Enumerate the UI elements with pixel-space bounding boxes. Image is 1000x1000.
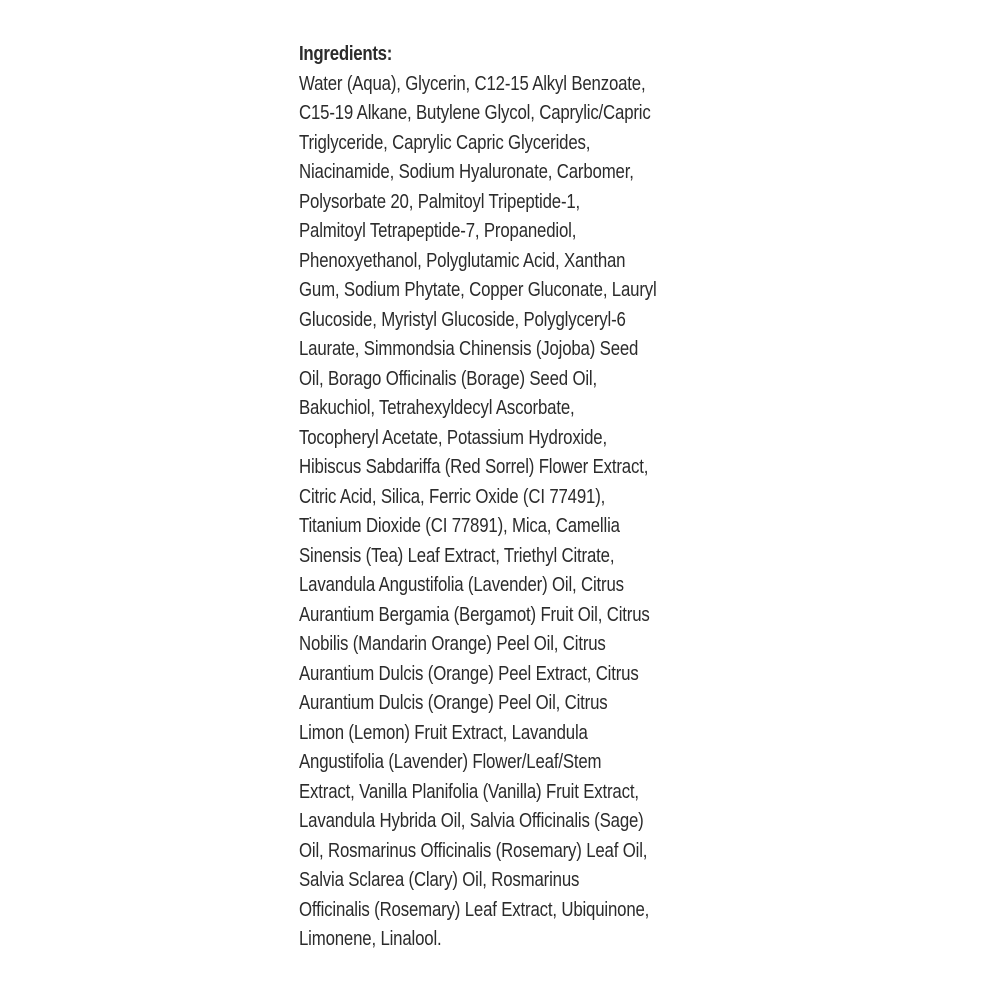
ingredient-line: Bakuchiol, Tetrahexyldecyl Ascorbate, [299, 397, 575, 419]
ingredient-line: Aurantium Bergamia (Bergamot) Fruit Oil, Citrus [299, 603, 650, 626]
ingredient-line: Lavandula Angustifolia (Lavender) Oil, Citrus [299, 574, 624, 596]
ingredient-line: Hibiscus Sabdariffa (Red Sorrel) Flower Extract, [299, 456, 649, 478]
ingredient-line: Limonene, Linalool. [299, 928, 442, 950]
ingredients-heading: Ingredients: [299, 43, 393, 65]
ingredient-line: Oil, Borago Officinalis (Borage) Seed Oil, [299, 367, 597, 390]
ingredient-line: Titanium Dioxide (CI 77891), Mica, Camellia [299, 515, 620, 537]
ingredient-line: Niacinamide, Sodium Hyaluronate, Carbomer, [299, 161, 634, 183]
ingredient-line: Palmitoyl Tetrapeptide-7, Propanediol, [299, 220, 577, 242]
ingredient-line: Angustifolia (Lavender) Flower/Leaf/Stem [299, 751, 602, 773]
ingredient-line: Nobilis (Mandarin Orange) Peel Oil, Citrus [299, 633, 606, 655]
ingredient-line: Extract, Vanilla Planifolia (Vanilla) Fruit Extract, [299, 780, 639, 803]
ingredient-line: Salvia Sclarea (Clary) Oil, Rosmarinus [299, 869, 580, 891]
ingredient-line: Limon (Lemon) Fruit Extract, Lavandula [299, 721, 588, 744]
ingredient-line: Triglyceride, Caprylic Capric Glycerides, [299, 131, 591, 154]
ingredient-line: Polysorbate 20, Palmitoyl Tripeptide-1, [299, 190, 581, 213]
ingredients-block [299, 40, 719, 955]
ingredient-line: Aurantium Dulcis (Orange) Peel Oil, Citrus [299, 692, 608, 714]
ingredient-line: Sinensis (Tea) Leaf Extract, Triethyl Citrate, [299, 544, 615, 567]
ingredient-line: Aurantium Dulcis (Orange) Peel Extract, Citrus [299, 662, 639, 685]
ingredient-line: Gum, Sodium Phytate, Copper Gluconate, Lauryl [299, 279, 657, 301]
ingredient-line: Water (Aqua), Glycerin, C12-15 Alkyl Benzoate, [299, 72, 646, 95]
ingredient-line: Glucoside, Myristyl Glucoside, Polyglyceryl-6 [299, 308, 626, 331]
ingredient-line: C15-19 Alkane, Butylene Glycol, Caprylic/Capric [299, 102, 651, 124]
ingredient-line: Officinalis (Rosemary) Leaf Extract, Ubiquinone, [299, 898, 650, 921]
ingredient-line: Tocopheryl Acetate, Potassium Hydroxide, [299, 426, 607, 449]
ingredient-line: Lavandula Hybrida Oil, Salvia Officinalis (Sage) [299, 810, 644, 832]
ingredient-line: Laurate, Simmondsia Chinensis (Jojoba) Seed [299, 338, 639, 360]
ingredient-line: Citric Acid, Silica, Ferric Oxide (CI 77491), [299, 485, 606, 508]
ingredient-line: Oil, Rosmarinus Officinalis (Rosemary) Leaf Oil, [299, 839, 648, 862]
ingredient-line: Phenoxyethanol, Polyglutamic Acid, Xanthan [299, 249, 626, 272]
ingredients-list [299, 70, 719, 955]
